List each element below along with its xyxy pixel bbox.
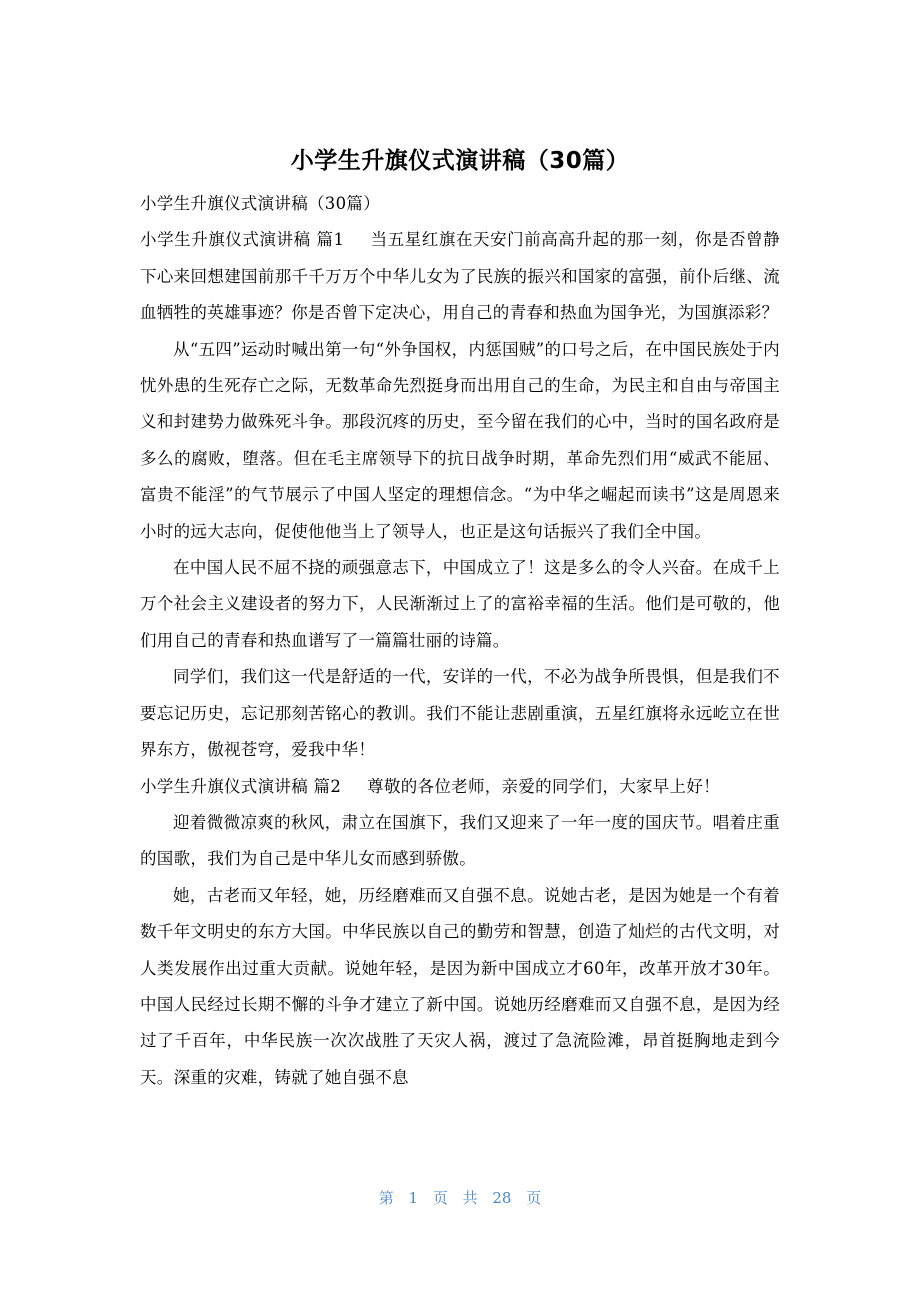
- document-title: 小学生升旗仪式演讲稿（30篇）: [290, 148, 630, 174]
- document-subtitle: 小学生升旗仪式演讲稿（30篇）: [140, 194, 380, 213]
- paragraph-4: 同学们，我们这一代是舒适的一代，安详的一代，不必为战争所畏惧，但是我们不要忘记历史，忘记那刻苦铭心的教训。我们不能让悲剧重演，五星红旗将永远屹立在世界东方，傲视苍穹，爱我中华！: [140, 667, 780, 760]
- paragraph-1-text: 当五星红旗在天安门前高高升起的那一刻，你是否曾静下心来回想建国前那千千万万个中华儿女为了民族的振兴和国家的富强，前仆后继、流血牺牲的英雄事迹？你是否曾下定决心，用自己的青春和热血为国争光，为国旗添彩？: [140, 230, 780, 323]
- paragraph-2: 从“五四”运动时喊出第一句“外争国权，内惩国贼”的口号之后，在中国民族处于内忧外患的生死存亡之际，无数革命先烈挺身而出用自己的生命，为民主和自由与帝国主义和封建势力做殊死斗争。那段沉疼的历史，至今留在我们的心中，当时的国名政府是多么的腐败，堕落。但在毛主席领导下的抗日战争时期，革命先烈们用“威武不能屈、富贵不能淫”的气节展示了中国人坚定的理想信念。“为中华之崛起而读书”这是周恩来小时的远大志向，促使他他当上了领导人，也正是这句话振兴了我们全中国。: [140, 339, 780, 541]
- paragraph-5: [140, 769, 780, 805]
- paragraph-6: 迎着微微凉爽的秋风，肃立在国旗下，我们又迎来了一年一度的国庆节。唱着庄重的国歌，我们为自己是中华儿女而感到骄傲。: [140, 812, 780, 869]
- document-body: [140, 186, 780, 1096]
- paragraph-1: [140, 222, 780, 331]
- section-label-1: 小学生升旗仪式演讲稿 篇1: [140, 230, 345, 250]
- paragraph-5-text: 尊敬的各位老师，亲爱的同学们，大家早上好！: [367, 776, 720, 796]
- paragraph-7: 她，古老而又年轻，她，历经磨难而又自强不息。说她古老，是因为她是一个有着数千年文明史的东方大国。中华民族以自己的勤劳和智慧，创造了灿烂的古代文明，对人类发展作出过重大贡献。说她年轻，是因为新中国成立才60年，改革开放才30年。中国人民经过长期不懈的斗争才建立了新中国。说她历经磨难而又自强不息，是因为经过了千百年，中华民族一次次战胜了天灾人祸，渡过了急流险滩，昂首挺胸地走到今天。深重的灾难，铸就了她自强不息: [140, 885, 780, 1087]
- page-footer: 第 1 页 共 28 页: [378, 1189, 542, 1207]
- paragraph-3: 在中国人民不屈不挠的顽强意志下，中国成立了！这是多么的令人兴奋。在成千上万个社会主义建设者的努力下，人民渐渐过上了的富裕幸福的生活。他们是可敬的，他们用自己的青春和热血谱写了一篇篇壮丽的诗篇。: [140, 558, 780, 650]
- section-label-2: 小学生升旗仪式演讲稿 篇2: [140, 776, 342, 796]
